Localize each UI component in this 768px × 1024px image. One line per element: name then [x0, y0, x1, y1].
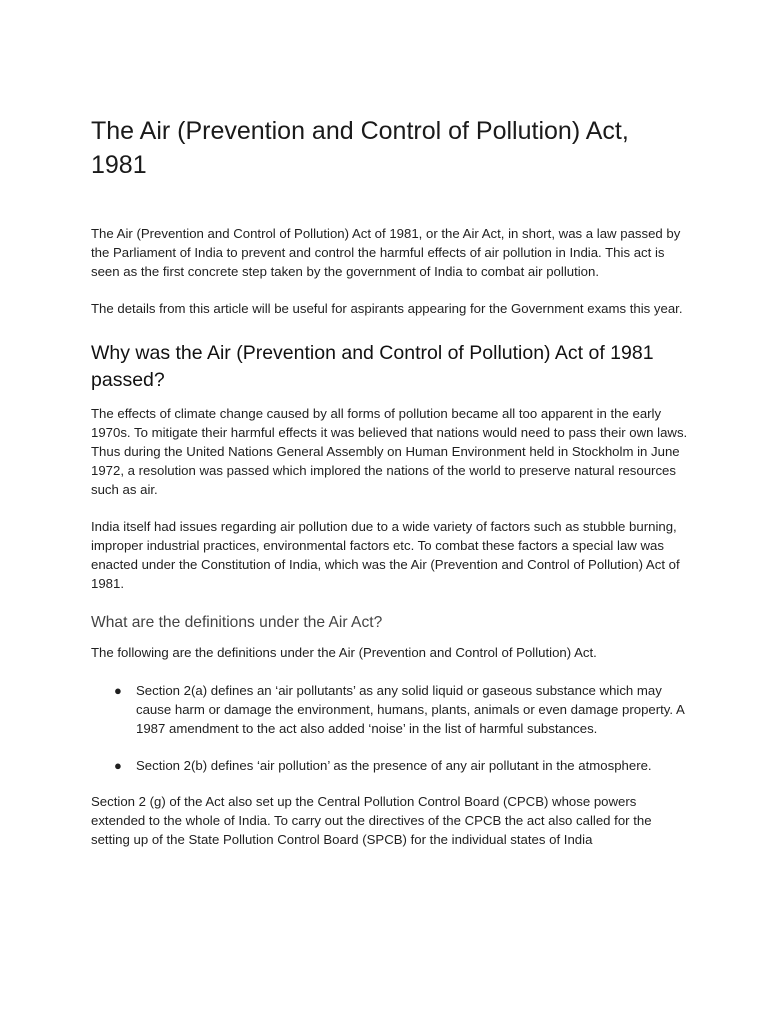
- definitions-lead: The following are the definitions under the Air (Prevention and Control of Pollution) Act.: [91, 645, 597, 660]
- cpcb-paragraph: Section 2 (g) of the Act also set up the Central Pollution Control Board (CPCB) whose powers extended to the whole of India. To carry out the directives of the CPCB the act also called for the setting up of the State Pollution Control Board (SPCB) for the individual states of India: [91, 794, 652, 847]
- bullet-icon: ●: [114, 758, 122, 773]
- definitions-list: [91, 681, 691, 775]
- section-heading-definitions: What are the definitions under the Air Act?: [91, 614, 383, 631]
- section-heading-why-passed: Why was the Air (Prevention and Control of Pollution) Act of 1981 passed?: [91, 342, 654, 391]
- why-paragraph-1: The effects of climate change caused by all forms of pollution became all too apparent in the early 1970s. To mitigate their harmful effects it was believed that nations would need to pass their own laws. Thus during the United Nations General Assembly on Human Environment held in Stockholm in June 1972, a resolution was passed which implored the nations of the world to preserve natural resources such as air.: [91, 406, 688, 497]
- intro-paragraph-1: The Air (Prevention and Control of Pollution) Act of 1981, or the Air Act, in short, was a law passed by the Parliament of India to prevent and control the harmful effects of air pollution in India. This act is seen as the first concrete step taken by the government of India to combat air pollution.: [91, 226, 681, 279]
- list-item: [91, 756, 691, 775]
- intro-paragraph-2: The details from this article will be useful for aspirants appearing for the Government exams this year.: [91, 301, 683, 316]
- list-item: [91, 681, 691, 738]
- list-item-text: Section 2(b) defines ‘air pollution’ as the presence of any air pollutant in the atmosphere.: [136, 758, 652, 773]
- bullet-icon: ●: [114, 683, 122, 698]
- document-title: The Air (Prevention and Control of Pollution) Act, 1981: [91, 117, 629, 179]
- why-paragraph-2: India itself had issues regarding air pollution due to a wide variety of factors such as stubble burning, improper industrial practices, environmental factors etc. To combat these factors a special law was enacted under the Constitution of India, which was the Air (Prevention and Control of Pollution) Act of 1981.: [91, 519, 680, 591]
- list-item-text: Section 2(a) defines an ‘air pollutants’ as any solid liquid or gaseous substance which may cause harm or damage the environment, humans, plants, animals or even damage property. A 1987 amendment to the act also added ‘noise’ in the list of harmful substances.: [136, 683, 685, 736]
- document-page: [91, 114, 691, 849]
